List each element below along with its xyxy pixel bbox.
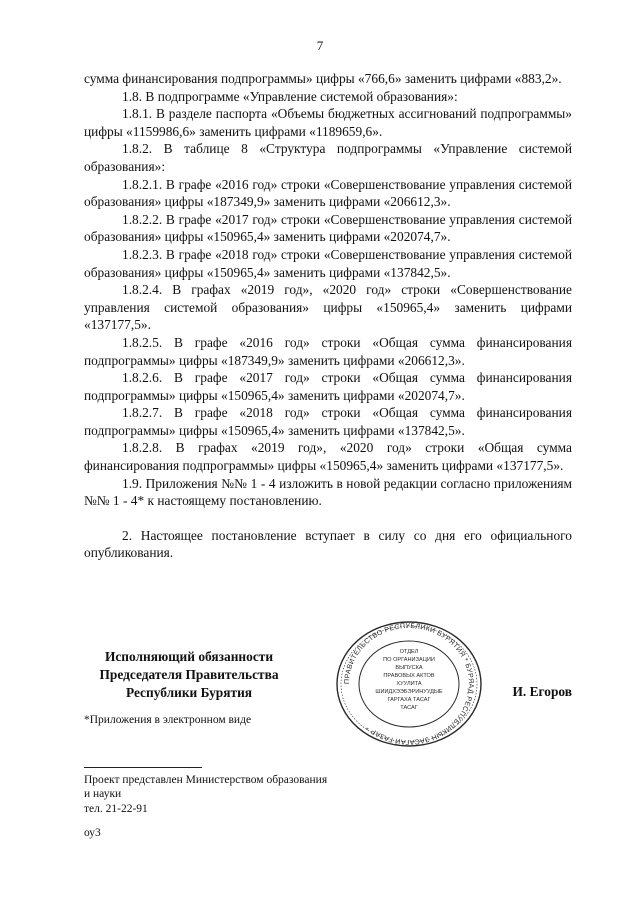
paragraph: 1.8.2.3. В графе «2018 год» строки «Совершенствование управления системой образования» цифры «150965,4» заменить цифрами «137842,5». (84, 246, 572, 280)
paragraph: 2. Настоящее постановление вступает в силу со дня его официального опубликования. (84, 527, 572, 561)
paragraph: 1.8.2.7. В графе «2018 год» строки «Общая сумма финансирования подпрограммы» цифры «150965,4» заменить цифрами «137842,5». (84, 405, 572, 438)
seal-line: ШИИДХЭЭБЭРИНУУДЫЕ (375, 689, 443, 695)
paragraph: 1.8.2.4. В графах «2019 год», «2020 год» строки «Совершенствование управления системой образования» цифры «150965,4» заменить цифрами «137177,5». (84, 282, 572, 333)
paragraph: 1.8.2.5. В графе «2016 год» строки «Общая сумма финансирования подпрограммы» цифры «187349,9» заменить цифрами «206612,3». (84, 334, 572, 368)
seal-line: ПО ОРГАНИЗАЦИИ (383, 657, 435, 663)
seal-line: ПРАВОВЫХ АКТОВ (383, 673, 435, 679)
footer-line: тел. 21-22-91 (84, 802, 148, 815)
document-code: оу3 (84, 827, 101, 840)
paragraph: 1.8.1. В разделе паспорта «Объемы бюджетных ассигнований подпрограммы» цифры «1159986,6» заменить цифрами «1189659,6». (84, 106, 572, 139)
signatory-title (84, 648, 294, 702)
paragraph: сумма финансирования подпрограммы» цифры «766,6» заменить цифрами «883,2». (84, 71, 562, 86)
footer (84, 773, 327, 841)
paragraph: 1.8.2.6. В графе «2017 год» строки «Общая сумма финансирования подпрограммы» цифры «150965,4» заменить цифрами «202074,7». (84, 370, 572, 403)
footer-divider (84, 767, 202, 768)
seal-line: ХУУЛИТА (396, 681, 422, 687)
document-body (84, 70, 572, 562)
signatory-name: И. Егоров (512, 684, 572, 699)
appendix-note: *Приложения в электронном виде (84, 714, 252, 726)
paragraph: 1.8.2.8. В графах «2019 год», «2020 год» строки «Общая сумма финансирования подпрограммы» цифры «150965,4» заменить цифрами «137177,5». (84, 440, 572, 474)
signatory-title-line: Исполняющий обязанности (104, 649, 274, 664)
seal-line: ОТДЕЛ (399, 649, 419, 655)
official-seal-icon (334, 620, 484, 748)
seal-line: ТАСАГ (400, 705, 418, 711)
paragraph: 1.9. Приложения №№ 1 - 4 изложить в новой редакции согласно приложениям №№ 1 - 4* к настоящему постановлению. (84, 475, 572, 509)
seal-outer-text: ПРАВИТЕЛЬСТВО РЕСПУБЛИКИ БУРЯТИЯ * БУРЯАД РЕСПУБЛИКЫН ЗАСАГАЙ ГАЗАР * (343, 622, 475, 746)
seal-line: ГАРГАХА ТАСАГ (387, 697, 431, 703)
paragraph: 1.8.2. В таблице 8 «Структура подпрограммы «Управление системой образования»: (84, 141, 572, 174)
seal-line: ВЫПУСКА (395, 665, 423, 671)
paragraph: 1.8. В подпрограмме «Управление системой образования»: (122, 88, 458, 104)
paragraph: 1.8.2.2. В графе «2017 год» строки «Совершенствование управления системой образования» цифры «150965,4» заменить цифрами «202074,7». (84, 211, 572, 245)
signatory-title-line: Республики Бурятия (125, 685, 253, 700)
footer-line: и науки (84, 788, 122, 801)
page-number: 7 (316, 38, 324, 53)
footer-line: Проект представлен Министерством образования (84, 774, 328, 786)
paragraph: 1.8.2.1. В графе «2016 год» строки «Совершенствование управления системой образования» цифры «187349,9» заменить цифрами «206612,3». (84, 176, 572, 210)
signatory-title-line: Председателя Правительства (99, 667, 279, 682)
